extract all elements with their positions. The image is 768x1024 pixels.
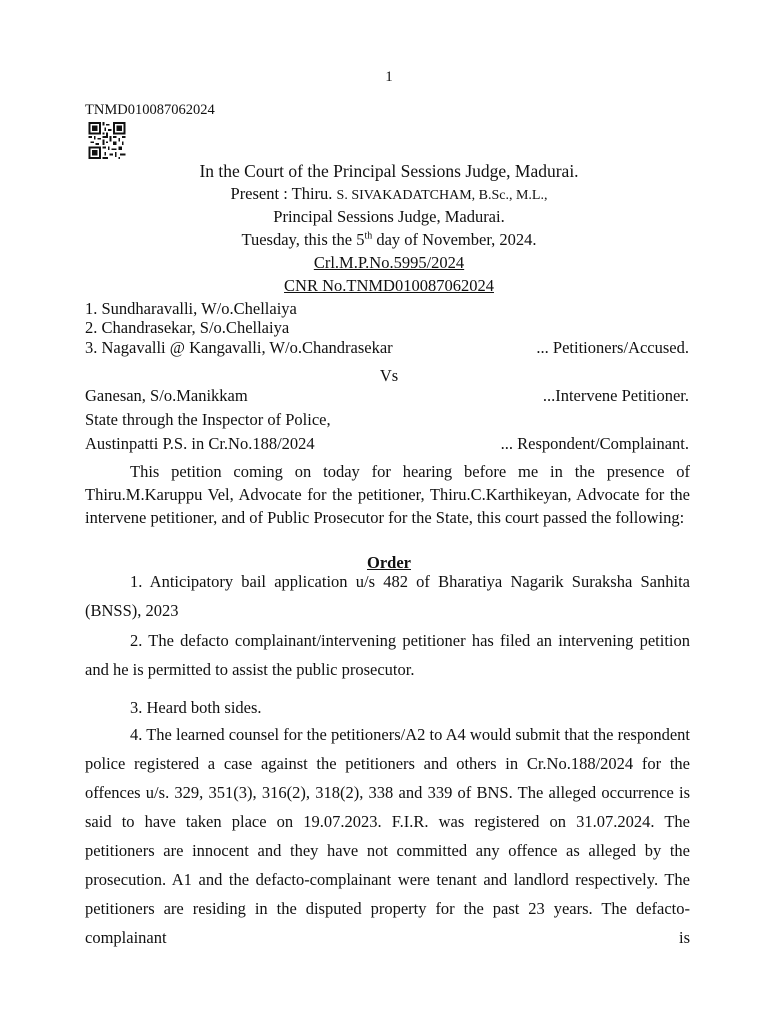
order-paragraph-2: 2. The defacto complainant/intervening petitioner has filed an intervening petition and he is permitted to assist the public prosecutor. (85, 631, 690, 679)
intervener-role: ...Intervene Petitioner. (542, 386, 689, 405)
cnr-number: CNR No.TNMD010087062024 (284, 276, 494, 295)
page-number: 1 (385, 69, 393, 85)
respondent-line-2: Austinpatti P.S. in Cr.No.188/2024 (85, 434, 315, 453)
presiding-judge (0, 184, 768, 204)
intervener: Ganesan, S/o.Manikkam (85, 386, 248, 405)
date-prefix: Tuesday, this the 5 (241, 230, 365, 249)
petitioner-1: 1. Sundharavalli, W/o.Chellaiya (85, 299, 297, 318)
judge-name: S. SIVAKADATCHAM, B.Sc., M.L., (336, 188, 548, 203)
intro-paragraph: This petition coming on today for hearing before me in the presence of Thiru.M.Karuppu Vel, Advocate for the petitioner, Thiru.C.Karthikeyan, Advocate for the intervene petitioner, and of Public Prosecutor for the State, this court passed the following: (85, 462, 690, 527)
date-ordinal: th (364, 230, 373, 242)
respondent-role: ... Respondent/Complainant. (500, 434, 689, 453)
petitioner-2: 2. Chandrasekar, S/o.Chellaiya (85, 318, 290, 337)
court-title: In the Court of the Principal Sessions Judge, Madurai. (199, 161, 579, 181)
cnr-code: TNMD010087062024 (85, 102, 215, 118)
qr-code-icon (87, 122, 127, 159)
order-heading: Order (367, 553, 411, 572)
designation: Principal Sessions Judge, Madurai. (273, 207, 505, 226)
petitioners-role: ... Petitioners/Accused. (536, 338, 689, 357)
order-paragraph-3: 3. Heard both sides. (130, 698, 262, 717)
petitioner-3: 3. Nagavalli @ Kangavalli, W/o.Chandrasekar (85, 338, 393, 357)
present-prefix: Present : Thiru. (230, 184, 337, 203)
respondent-line-1: State through the Inspector of Police, (85, 410, 331, 429)
hearing-date (0, 230, 768, 250)
order-paragraph-1: 1. Anticipatory bail application u/s 482 of Bharatiya Nagarik Suraksha Sanhita (BNSS), 2023 (85, 572, 690, 620)
date-suffix: day of November, 2024. (372, 230, 537, 249)
case-number: Crl.M.P.No.5995/2024 (313, 253, 465, 272)
versus: Vs (379, 366, 399, 385)
order-paragraph-4: 4. The learned counsel for the petitioners/A2 to A4 would submit that the respondent police registered a case against the petitioners and others in Cr.No.188/2024 for the offences u/s. 329, 351(3), 316(2), 318(2), 338 and 339 of BNS. The alleged occurrence is said to have taken place on 19.07.2023. F.I.R. was registered on 31.07.2024. The petitioners are innocent and they have not committed any offence as alleged by the prosecution. A1 and the defacto-complainant were tenant and landlord respectively. The petitioners are residing in the disputed property for the past 23 years. The defacto-complainant is (85, 725, 690, 947)
